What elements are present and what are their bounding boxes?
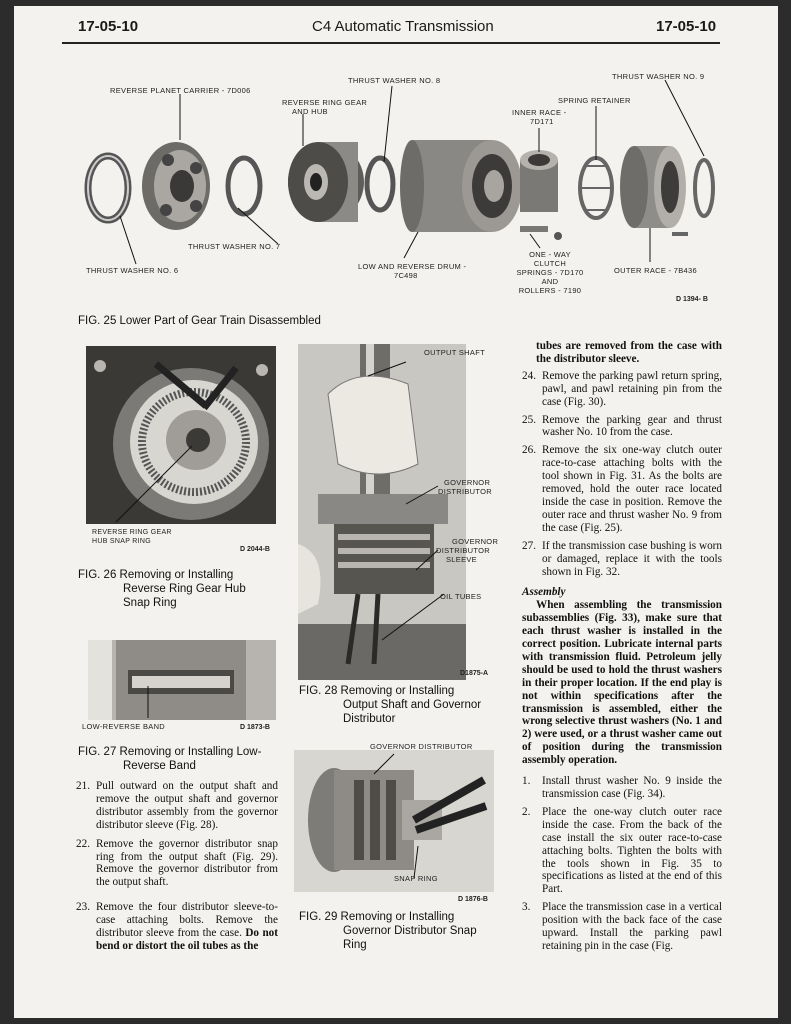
page-number-right: 17-05-10 — [656, 18, 717, 35]
fig29-caption-2: Governor Distributor Snap — [343, 925, 477, 937]
fig29-caption-3: Ring — [343, 939, 367, 951]
page-title: C4 Automatic Transmission — [312, 18, 494, 35]
continued-text: tubes are removed from the case with the distributor sleeve. — [536, 340, 722, 365]
label-one-way: ONE - WAY — [529, 250, 571, 259]
fig28-label-oil-tubes: OIL TUBES — [440, 592, 482, 601]
label-thrust-washer-7: THRUST WASHER NO. 7 — [188, 242, 281, 251]
fig28-label-output-shaft: OUTPUT SHAFT — [424, 348, 485, 357]
assembly-heading: Assembly — [522, 586, 566, 599]
fig26-caption-1: FIG. 26 Removing or Installing — [78, 569, 234, 581]
fig26-caption-3: Snap Ring — [123, 597, 177, 609]
fig28-caption-3: Distributor — [343, 713, 396, 725]
fig25-code: D 1394- B — [676, 296, 708, 303]
label-low-reverse-drum-number: 7C498 — [394, 271, 418, 280]
fig26-code: D 2044-B — [240, 546, 270, 553]
fig28-caption-1: FIG. 28 Removing or Installing — [299, 685, 455, 697]
list-item: 23. Remove the four distributor sleeve-to-case attaching bolts. Remove the distributor sleeve from the case. Do not bend or distort the oil tubes as the — [76, 901, 279, 952]
label-rollers: ROLLERS - 7190 — [518, 286, 582, 295]
list-item: 24. Remove the parking pawl return spring, pawl, and pawl retaining pin from the case (Fig. 30). — [522, 369, 722, 408]
label-spring-retainer: SPRING RETAINER — [558, 96, 631, 105]
fig28-label-sleeve-governor: GOVERNOR — [452, 537, 499, 546]
list-item: 26. Remove the six one-way clutch outer race-to-case attaching bolts with the tool shown in Fig. 31. As the bolts are removed, hold the outer race located inside the case in position. Remove the outer race and thrust washer No. 9 from the case (Fig. 25). — [522, 444, 722, 534]
fig28-code: D1875-A — [460, 670, 489, 677]
fig25-parts-illustration — [0, 0, 791, 300]
fig25-caption: FIG. 25 Lower Part of Gear Train Disassembled — [78, 315, 321, 327]
column-1-text — [76, 780, 278, 954]
fig29-caption-1: FIG. 29 Removing or Installing — [299, 911, 455, 923]
label-reverse-planet-carrier: REVERSE PLANET CARRIER - 7D006 — [110, 86, 251, 95]
fig28-label-distributor: DISTRIBUTOR — [438, 487, 492, 496]
fig29-code: D 1876-B — [458, 896, 488, 903]
fig27-label: LOW-REVERSE BAND — [82, 722, 166, 731]
label-and: AND — [541, 277, 559, 286]
fig26-label-1: REVERSE RING GEAR — [92, 529, 172, 536]
fig27-caption-2: Reverse Band — [123, 760, 196, 772]
fig27-caption-1: FIG. 27 Removing or Installing Low- — [78, 746, 262, 758]
list-item: 25. Remove the parking gear and thrust washer No. 10 from the case. — [522, 413, 722, 439]
label-thrust-washer-6: THRUST WASHER NO. 6 — [86, 266, 179, 275]
label-low-reverse-drum: LOW AND REVERSE DRUM - — [358, 262, 467, 271]
label-reverse-ring-gear: REVERSE RING GEAR — [282, 98, 368, 107]
fig26-photo — [86, 346, 276, 524]
fig28-photo — [298, 344, 466, 680]
list-item: 21. Pull outward on the output shaft and remove the output shaft and governor distributor assembly from the governor distributor sleeve (Fig. 28). — [76, 780, 278, 831]
list-item: 2. Place the one-way clutch outer race inside the case. From the back of the case install the six outer race-to-case attaching bolts. Tighten the bolts with the tools shown in Fig. 35 to specifications as listed at the end of this Part. — [522, 805, 722, 896]
label-outer-race: OUTER RACE - 7B436 — [614, 266, 697, 275]
fig29-photo — [294, 750, 494, 892]
assembly-intro: When assembling the transmission subassemblies (Fig. 33), make sure that each thrust washer is installed in the correct position. Lubricate internal parts with transmission fluid. Petroleum jelly should be used to hold the thrust washers in their proper location. If the end play is not within specifications after the transmission is assembled, either the wrong selective thrust washers (No. 1 and 2) were used, or a thrust washer came out of position during the transmission assembly operation. — [522, 599, 722, 767]
label-clutch: CLUTCH — [533, 259, 567, 268]
fig27-photo — [88, 640, 276, 720]
label-inner-race-number: 7D171 — [530, 117, 554, 126]
column-3-text — [522, 340, 722, 958]
label-reverse-ring-gear-hub: AND HUB — [292, 107, 328, 116]
list-item: 3. Place the transmission case in a vertical position with the back face of the case upward. Install the parking pawl retaining pin in the case (Fig. — [522, 901, 722, 952]
fig28-label-sleeve: SLEEVE — [446, 555, 477, 564]
fig26-label-2: HUB SNAP RING — [92, 538, 152, 545]
list-item: 22. Remove the governor distributor snap ring from the output shaft (Fig. 29). Remove the governor distributor from the output shaft. — [76, 837, 278, 889]
page-number-left: 17-05-10 — [78, 18, 139, 35]
list-item: 1. Install thrust washer No. 9 inside the transmission case (Fig. 34). — [522, 775, 722, 800]
fig29-label-governor-distributor: GOVERNOR DISTRIBUTOR — [370, 742, 473, 751]
label-springs: SPRINGS - 7D170 — [516, 268, 584, 277]
fig28-label-governor: GOVERNOR — [444, 478, 491, 487]
label-thrust-washer-8: THRUST WASHER NO. 8 — [348, 76, 441, 85]
label-thrust-washer-9: THRUST WASHER NO. 9 — [612, 72, 705, 81]
fig28-label-sleeve-distributor: DISTRIBUTOR — [436, 546, 490, 555]
fig27-code: D 1873-B — [240, 724, 270, 731]
fig28-caption-2: Output Shaft and Governor — [343, 699, 482, 711]
fig29-label-snap-ring: SNAP RING — [394, 874, 438, 883]
fig26-caption-2: Reverse Ring Gear Hub — [123, 583, 246, 595]
list-item: 27. If the transmission case bushing is worn or damaged, replace it with the tools shown in Fig. 32. — [522, 539, 722, 578]
label-inner-race: INNER RACE - — [512, 108, 567, 117]
